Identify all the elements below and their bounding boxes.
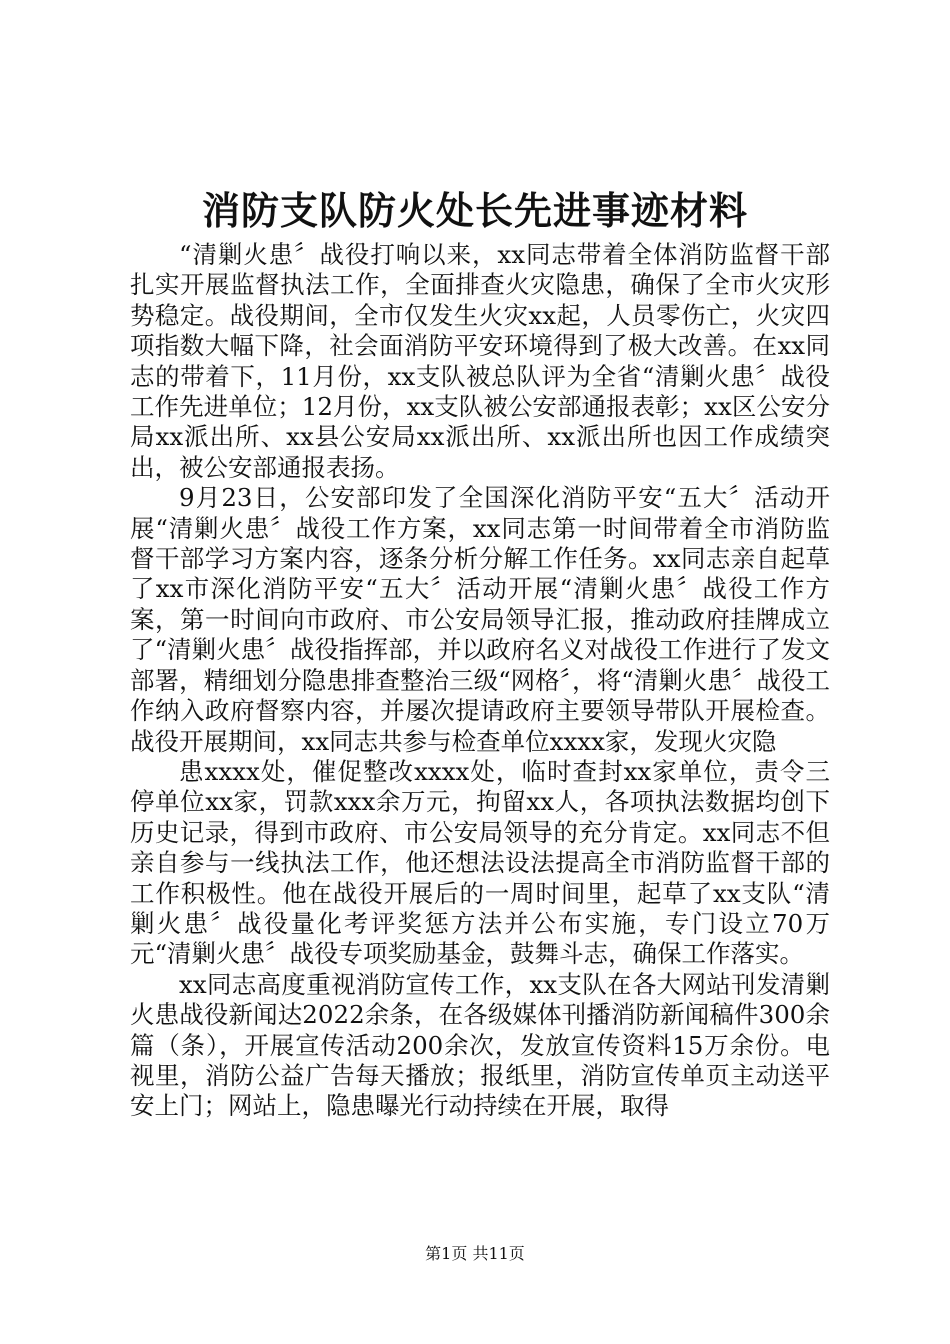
page-number-footer: 第1页 共11页 <box>425 1244 525 1263</box>
body-paragraph: 患xxxx处，催促整改xxxx处，临时查封xx家单位，责令三停单位xx家，罚款xxx余万元，拘留xx人，各项执法数据均创下历史记录，得到市政府、市公安局领导的充分肯定。xx同志不但亲自参与一线执法工作，他还想法设法提高全市消防监督干部的工作积极性。他在战役开展后的一周时间里，起草了xx支队“清剿火患〞战役量化考评奖惩方法并公布实施，专门设立70万元“清剿火患〞战役专项奖励基金，鼓舞斗志，确保工作落实。 <box>130 756 830 969</box>
document-title: 消防支队防火处长先进事迹材料 <box>201 188 748 233</box>
document-body <box>130 240 830 1122</box>
body-paragraph: “清剿火患〞战役打响以来，xx同志带着全体消防监督干部扎实开展监督执法工作，全面排查火灾隐患，确保了全市火灾形势稳定。战役期间，全市仅发生火灾xx起，人员零伤亡，火灾四项指数大幅下降，社会面消防平安环境得到了极大改善。在xx同志的带着下，11月份，xx支队被总队评为全省“清剿火患〞战役工作先进单位；12月份，xx支队被公安部通报表彰；xx区公安分局xx派出所、xx县公安局xx派出所、xx派出所也因工作成绩突出，被公安部通报表扬。 <box>130 240 830 482</box>
body-paragraph: 9月23日，公安部印发了全国深化消防平安“五大〞活动开展“清剿火患〞战役工作方案，xx同志第一时间带着全市消防监督干部学习方案内容，逐条分析分解工作任务。xx同志亲自起草了xx市深化消防平安“五大〞活动开展“清剿火患〞战役工作方案，第一时间向市政府、市公安局领导汇报，推动政府挂牌成立了“清剿火患〞战役指挥部，并以政府名义对战役工作进行了发文部署，精细划分隐患排查整治三级“网格〞，将“清剿火患〞战役工作纳入政府督察内容，并屡次提请政府主要领导带队开展检查。战役开展期间，xx同志共参与检查单位xxxx家，发现火灾隐 <box>130 483 830 756</box>
body-paragraph: xx同志高度重视消防宣传工作，xx支队在各大网站刊发清剿火患战役新闻达2022余条，在各级媒体刊播消防新闻稿件300余篇（条），开展宣传活动200余次，发放宣传资料15万余份。电视里，消防公益广告每天播放；报纸里，消防宣传单页主动送平安上门；网站上，隐患曝光行动持续在开展，取得 <box>130 969 830 1121</box>
